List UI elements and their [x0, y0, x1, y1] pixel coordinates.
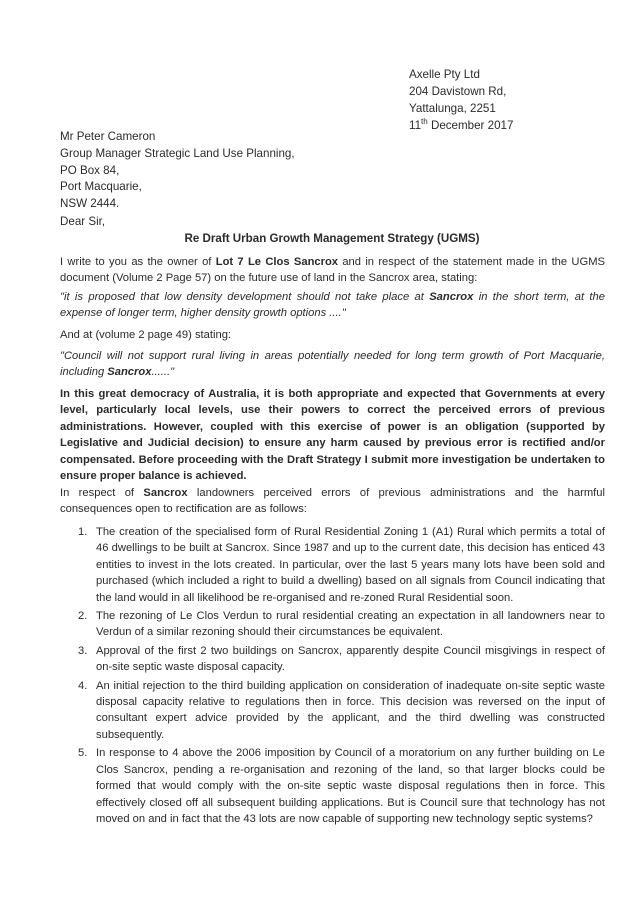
letter-date — [409, 117, 513, 134]
list-item — [60, 524, 605, 606]
list-text: The rezoning of Le Clos Verdun to rural residential creating an expectation in all landowners near to Verdun of a similar rezoning should their circumstances be equivalent. — [96, 610, 605, 639]
emphasis: Sancrox — [143, 487, 188, 499]
sender-name: Axelle Pty Ltd — [409, 68, 480, 81]
text-run: I write to you as the owner of — [60, 256, 216, 268]
quote-volume-2-page-49 — [60, 348, 605, 381]
paragraph-in-respect — [60, 485, 605, 518]
list-text: In response to 4 above the 2006 imposition by Council of a moratorium on any further building on Le Clos Sancrox, pending a re-organisation and rezoning of the land, so that larger blocks could be formed that would comply with the on-site septic waste disposal regulations then in force. This effectively closed off all subsequent building applications. But is Council sure that technology has not moved on and in fact that the 43 lots are now capable of supporting new technology septic systems? — [96, 747, 605, 825]
text-run: in the short term, at the expense of longer term, higher density growth options ...." — [60, 291, 605, 320]
sender-street: 204 Davistown Rd, — [409, 85, 507, 98]
list-number: 3. — [78, 644, 88, 657]
list-text: The creation of the specialised form of Rural Residential Zoning 1 (A1) Rural which permits a total of 46 dwellings to be built at Sancrox. Since 1987 and up to the current date, this decision has enticed 43 entities to invest in the lots created. In particular, over the last 5 years many lots have been sold and purchased (which included a right to build a dwelling) based on all signals from Council indicating that the land would in all likelihood be re-organised and re-zoned Rural Residential soon. — [96, 526, 605, 604]
list-item — [60, 643, 605, 676]
salutation: Dear Sir, — [60, 215, 106, 228]
list-text: An initial rejection to the third building application on consideration of inadequate on-site septic waste disposal capacity relative to regulations then in force. This decision was reversed on the input of consultant expert advice provided by the applicant, and the third dwelling was constructed subsequently. — [96, 679, 605, 741]
date-suffix: th — [421, 117, 428, 127]
subject-line: Re Draft Urban Growth Management Strategy (UGMS) — [184, 232, 480, 245]
list-number: 5. — [78, 747, 88, 760]
text-run: landowners perceived errors of previous administrations and the harmful consequences open to rectification are as follows: — [60, 487, 605, 516]
text-run: "it is proposed that low density development should not take place at — [60, 291, 430, 303]
sender-address — [409, 66, 513, 134]
date-day: 11 — [409, 119, 422, 132]
list-item — [60, 608, 605, 641]
paragraph-intro — [60, 254, 605, 287]
text-run: ......" — [151, 366, 175, 379]
recipient-po-box: PO Box 84, — [60, 163, 120, 177]
list-number: 1. — [78, 526, 88, 538]
numbered-list — [60, 524, 605, 829]
text-run: In respect of — [60, 487, 144, 499]
list-number: 4. — [78, 679, 88, 692]
text-run: and in respect of the statement made in the UGMS document (Volume 2 Page 57) on the future use of land in the Sancrox area, stating: — [60, 256, 605, 285]
list-number: 2. — [78, 610, 88, 623]
quote-volume-2-page-57 — [60, 289, 605, 322]
recipient-state-post: NSW 2444. — [60, 197, 120, 211]
recipient-city: Port Macquarie, — [60, 180, 142, 194]
list-text: Approval of the first 2 two buildings on Sancrox, apparently despite Council misgivings in respect of on-site septic waste disposal capacity. — [96, 644, 605, 674]
recipient-name: Mr Peter Cameron — [60, 130, 156, 143]
lot-reference: Lot 7 Le Clos Sancrox — [215, 256, 339, 268]
list-item — [60, 745, 605, 827]
sender-town: Yattalunga, 2251 — [409, 102, 496, 115]
text-run: "Council will not support rural living in areas potentially needed for long term growth of Port Macquarie, including — [60, 350, 605, 379]
list-item — [60, 678, 605, 744]
date-rest: December 2017 — [427, 119, 514, 132]
recipient-address — [60, 129, 295, 213]
emphasis: Sancrox — [429, 291, 474, 303]
paragraph-democracy: In this great democracy of Australia, it is both appropriate and expected that Governments at every level, particularly local levels, use their powers to correct the perceived errors of previous administrations. However, coupled with this exercise of power is an obligation (supported by Legislative and Judicial decision) to ensure any harm caused by previous error is rectified and/or compensated. Before proceeding with the Draft Strategy I submit more investigation be undertaken to ensure proper balance is achieved. — [60, 388, 605, 483]
emphasis: Sancrox — [107, 366, 152, 379]
recipient-title: Group Manager Strategic Land Use Planning, — [60, 146, 295, 160]
paragraph-and-at: And at (volume 2 page 49) stating: — [60, 329, 232, 341]
